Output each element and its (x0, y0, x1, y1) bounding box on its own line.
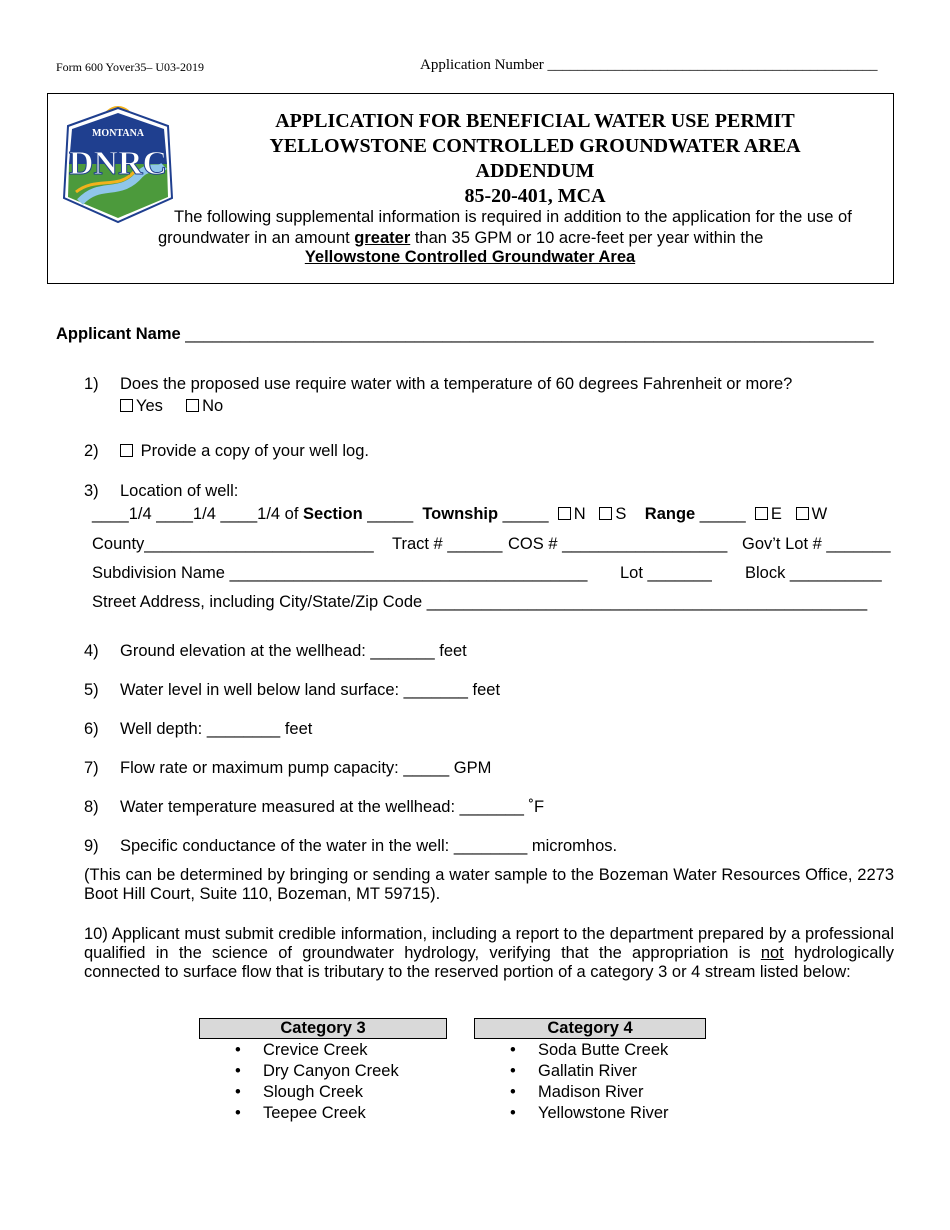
south-checkbox: S (599, 505, 626, 523)
form-id: Form 600 Yover35– U03-2019 (56, 60, 205, 74)
q4-number: 4) (84, 642, 99, 660)
category-3-header: Category 3 (199, 1018, 447, 1039)
category-4-table (474, 1018, 706, 1124)
q4-field[interactable]: Ground elevation at the wellhead: _______ feet (120, 642, 467, 660)
title-line-4: 85-20-401, MCA (464, 185, 606, 207)
intro-area-name: Yellowstone Controlled Groundwater Area (304, 248, 636, 266)
checkbox-icon (186, 399, 199, 412)
list-item: • Crevice Creek (199, 1040, 447, 1061)
list-item: • Dry Canyon Creek (199, 1061, 447, 1082)
tract-field[interactable]: Tract # ______ (392, 535, 503, 553)
checkbox-icon (796, 507, 809, 520)
list-item: • Yellowstone River (474, 1103, 706, 1124)
govlot-field[interactable]: Gov’t Lot # _______ (742, 535, 891, 553)
list-item: • Gallatin River (474, 1061, 706, 1082)
dnrc-logo (60, 102, 176, 224)
q9-note: (This can be determined by bringing or sending a water sample to the Bozeman Water Resources Office, 2273 Boot Hill Court, Suite 110, Bozeman, MT 59715). (84, 866, 894, 903)
east-checkbox: E (755, 505, 782, 523)
q3-text: Location of well: (120, 482, 239, 500)
q9-field[interactable]: Specific conductance of the water in the well: ________ micromhos. (120, 837, 618, 855)
street-address-field[interactable]: Street Address, including City/State/Zip Code ________________________________________________ (92, 593, 868, 611)
applicant-name-field[interactable]: Applicant Name ___________________________________________________________________________ (56, 325, 874, 343)
q5-number: 5) (84, 681, 99, 699)
q1-no-checkbox[interactable]: No (186, 397, 223, 415)
q1-number: 1) (84, 375, 99, 393)
checkbox-icon (120, 444, 133, 457)
q6-field[interactable]: Well depth: ________ feet (120, 720, 313, 738)
title-line-3: ADDENDUM (475, 160, 595, 182)
intro-line-1: The following supplemental information is required in addition to the application for the use of (174, 208, 852, 226)
checkbox-icon (599, 507, 612, 520)
q1-yes-checkbox[interactable]: Yes (120, 397, 163, 415)
logo-text-dnrc: DNRC (68, 145, 168, 182)
subdivision-field[interactable]: Subdivision Name _______________________________________ (92, 564, 588, 582)
checkbox-icon (755, 507, 768, 520)
list-item: • Madison River (474, 1082, 706, 1103)
lot-field[interactable]: Lot _______ (620, 564, 712, 582)
west-checkbox: W (796, 505, 828, 523)
checkbox-icon (120, 399, 133, 412)
application-number-field[interactable]: Application Number ____________________________________________ (420, 57, 878, 73)
list-item: • Teepee Creek (199, 1103, 447, 1124)
q7-number: 7) (84, 759, 99, 777)
q5-field[interactable]: Water level in well below land surface: _______ feet (120, 681, 501, 699)
category-3-table (199, 1018, 447, 1124)
county-field[interactable]: County_________________________ (92, 535, 374, 553)
q8-field[interactable]: Water temperature measured at the wellhead: _______ ˚F (120, 798, 545, 816)
applicant-name-label: Applicant Name (56, 325, 181, 343)
intro-line-2: groundwater in an amount greater than 35 GPM or 10 acre-feet per year within the (158, 229, 764, 247)
title-line-1: APPLICATION FOR BENEFICIAL WATER USE PERMIT (275, 110, 795, 132)
block-field[interactable]: Block __________ (745, 564, 882, 582)
q7-field[interactable]: Flow rate or maximum pump capacity: _____ GPM (120, 759, 492, 777)
q1-options (120, 397, 223, 416)
checkbox-icon (558, 507, 571, 520)
q3-legal-description[interactable]: ____1/4 ____1/4 ____1/4 of Section _____ Township _____ N S Range _____ E W (92, 505, 828, 523)
title-line-2: YELLOWSTONE CONTROLLED GROUNDWATER AREA (269, 135, 801, 157)
q9-number: 9) (84, 837, 99, 855)
category-4-header: Category 4 (474, 1018, 706, 1039)
q8-number: 8) (84, 798, 99, 816)
list-item: • Slough Creek (199, 1082, 447, 1103)
q10-text: 10) Applicant must submit credible information, including a report to the department prepared by a professional qualified in the science of groundwater hydrology, verifying that the appropriation is not hydrologically connected to surface flow that is tributary to the reserved portion of a category 3 or 4 stream listed below: (84, 925, 894, 981)
q3-number: 3) (84, 482, 99, 500)
intro-emphasis: greater (354, 229, 411, 247)
north-checkbox: N (558, 505, 586, 523)
q6-number: 6) (84, 720, 99, 738)
q1-text: Does the proposed use require water with a temperature of 60 degrees Fahrenheit or more? (120, 375, 793, 393)
list-item: • Soda Butte Creek (474, 1040, 706, 1061)
q10-emphasis: not (760, 944, 784, 962)
q2-number: 2) (84, 442, 99, 460)
q2-checkbox[interactable]: Provide a copy of your well log. (120, 442, 369, 461)
cos-field[interactable]: COS # __________________ (508, 535, 728, 553)
logo-text-montana: MONTANA (91, 128, 145, 139)
